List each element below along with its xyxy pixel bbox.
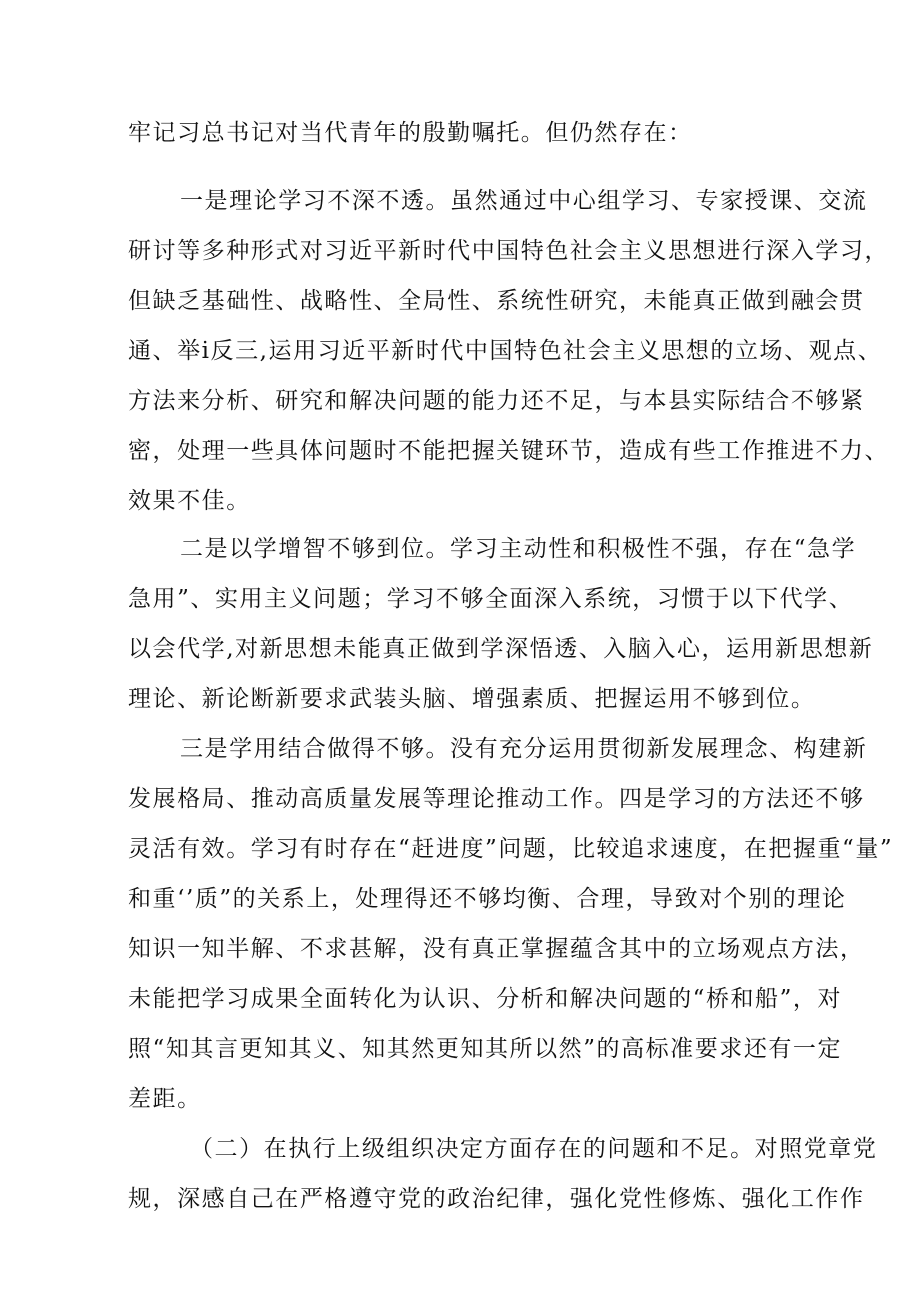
text-line-13: 三是学用结合做得不够。没有充分运用贯彻新发展理念、构建新 xyxy=(180,736,868,762)
text-line-16: 和重‘’质”的关系上，处理得还不够均衡、合理，导致对个别的理论 xyxy=(128,886,847,912)
text-line-3: 研讨等多种形式对习近平新时代中国特色社会主义思想进行深入学习， xyxy=(128,238,890,264)
text-line-4: 但缺乏基础性、战略性、全局性、系统性研究，未能真正做到融会贯 xyxy=(128,288,865,314)
text-line-21: （二）在执行上级组织决定方面存在的问题和不足。对照党章党 xyxy=(190,1136,878,1162)
text-line-18: 未能把学习成果全面转化为认识、分析和解决问题的“桥和船”，对 xyxy=(128,986,843,1012)
text-line-17: 知识一知半解、不求甚解，没有真正掌握蕴含其中的立场观点方法， xyxy=(128,936,865,962)
text-line-14: 发展格局、推动高质量发展等理论推动工作。四是学习的方法还不够 xyxy=(128,786,865,812)
text-line-12: 理论、新论断新要求武装头脑、增强素质、把握运用不够到位。 xyxy=(128,686,816,712)
text-line-6: 方法来分析、研究和解决问题的能力还不足，与本县实际结合不够紧 xyxy=(128,388,865,414)
text-line-20: 差距。 xyxy=(128,1086,202,1112)
text-line-10: 急用”、实用主义问题；学习不够全面深入系统，习惯于以下代学、 xyxy=(128,586,854,612)
text-line-8: 效果不佳。 xyxy=(128,488,251,514)
text-line-11: 以会代学,对新思想未能真正做到学深悟透、入脑入心，运用新思想新 xyxy=(128,636,874,662)
text-line-7: 密，处理一些具体问题时不能把握关键环节，造成有些工作推进不力、 xyxy=(128,438,890,464)
text-line-15: 灵活有效。学习有时存在“赶进度”问题，比较追求速度，在把握重“量” xyxy=(128,836,894,862)
text-line-9: 二是以学增智不够到位。学习主动性和积极性不强，存在“急学 xyxy=(180,536,857,562)
text-line-5: 通、举i反三,运用习近平新时代中国特色社会主义思想的立场、观点、 xyxy=(128,338,883,364)
text-line-1: 牢记习总书记对当代青年的殷勤嘱托。但仍然存在： xyxy=(128,120,693,146)
text-line-19: 照“知其言更知其义、知其然更知其所以然”的高标准要求还有一定 xyxy=(128,1036,843,1062)
text-line-22: 规，深感自己在严格遵守党的政治纪律，强化党性修炼、强化工作作 xyxy=(128,1186,865,1212)
text-line-2: 一是理论学习不深不透。虽然通过中心组学习、专家授课、交流 xyxy=(180,188,868,214)
